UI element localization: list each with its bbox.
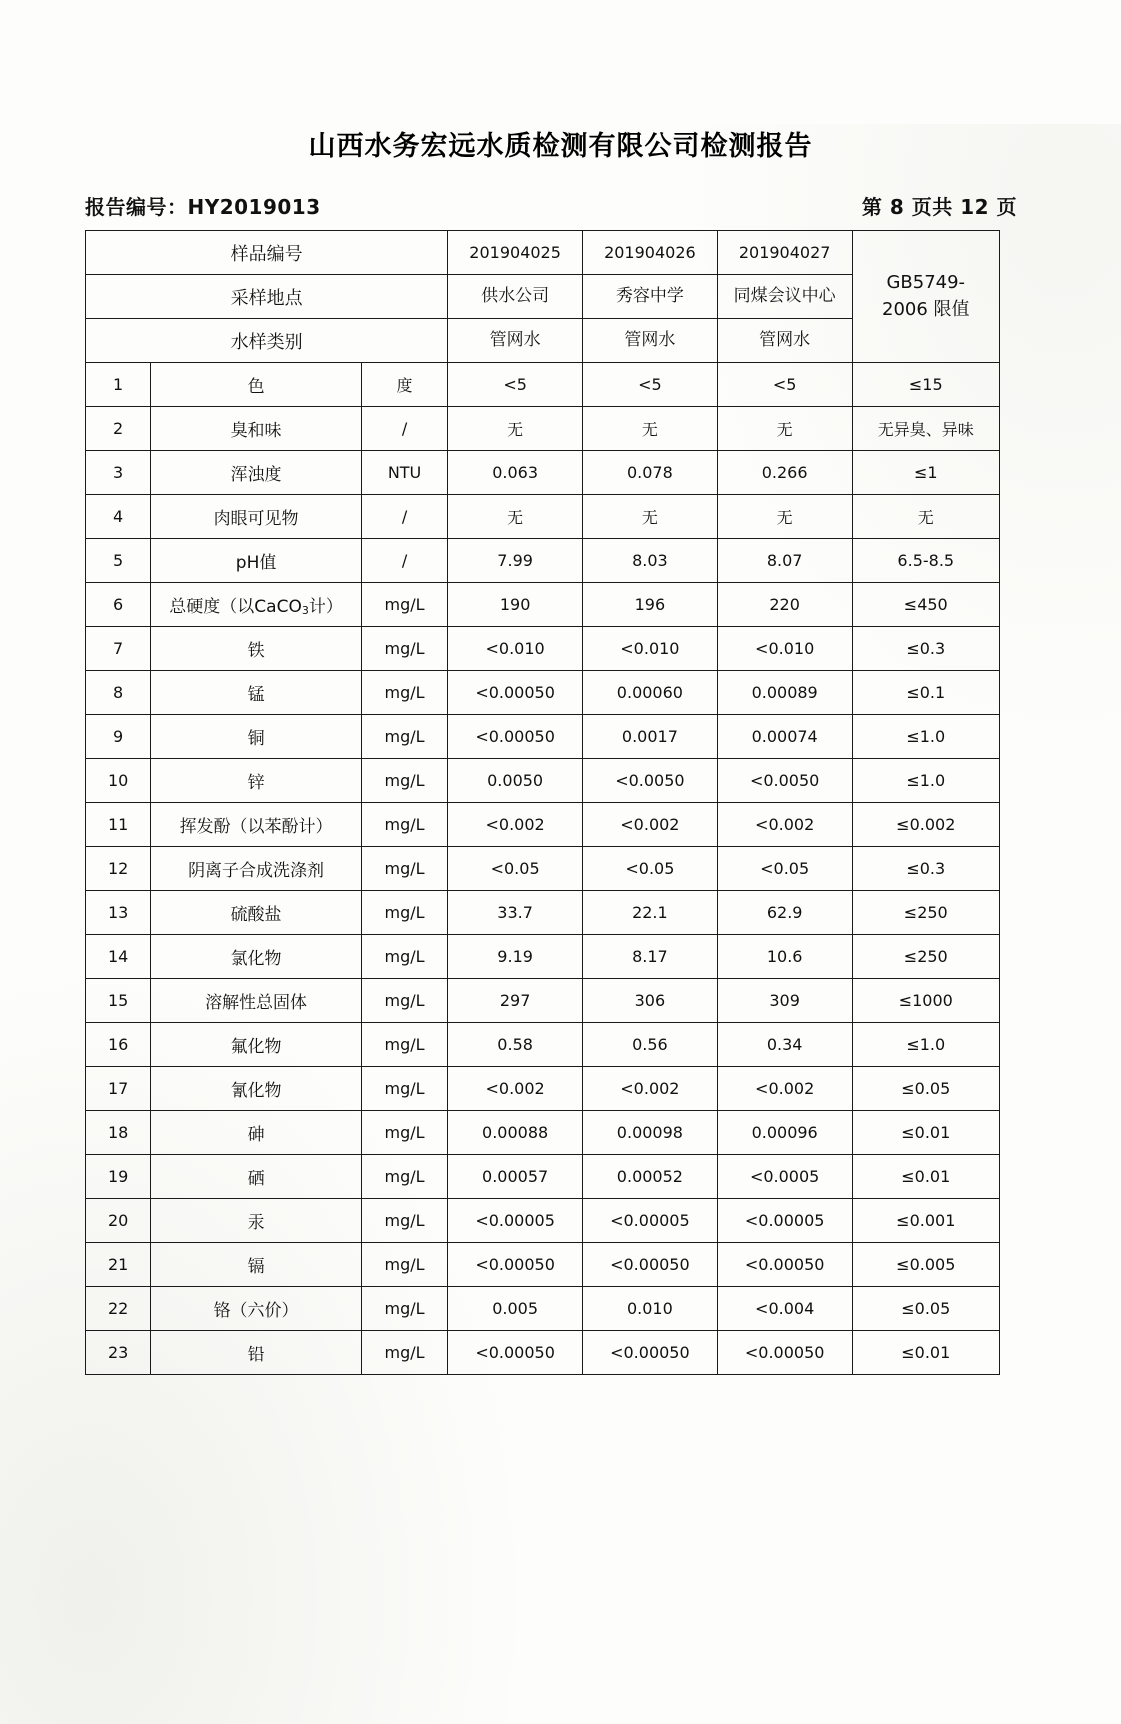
row-value-1: <0.010 [448,627,583,671]
row-unit: / [361,495,447,539]
row-value-1: 297 [448,979,583,1023]
row-value-2: <5 [583,363,718,407]
row-unit: 度 [361,363,447,407]
row-item-name: 氟化物 [151,1023,362,1067]
row-unit: / [361,407,447,451]
row-item-name: 铅 [151,1331,362,1375]
row-limit: ≤0.001 [852,1199,999,1243]
row-value-3: 0.266 [717,451,852,495]
row-unit: NTU [361,451,447,495]
row-limit: ≤0.01 [852,1155,999,1199]
row-value-1: <0.002 [448,1067,583,1111]
row-unit: mg/L [361,1243,447,1287]
row-unit: mg/L [361,1023,447,1067]
row-value-3: 0.00089 [717,671,852,715]
table-row [86,671,1000,715]
row-value-3: <0.002 [717,803,852,847]
sample-no-label: 样品编号 [86,231,448,275]
row-value-3: 无 [717,495,852,539]
row-item-name: 铁 [151,627,362,671]
page-number: 第 8 页共 12 页 [861,195,1017,219]
row-limit: ≤0.3 [852,847,999,891]
table-row [86,407,1000,451]
row-value-3: <0.004 [717,1287,852,1331]
row-item-name: 硒 [151,1155,362,1199]
row-item-name: 铜 [151,715,362,759]
row-value-2: 306 [583,979,718,1023]
row-limit: ≤1 [852,451,999,495]
row-index: 1 [86,363,151,407]
table-row [86,627,1000,671]
table-row [86,495,1000,539]
row-value-2: 0.56 [583,1023,718,1067]
row-value-2: 8.17 [583,935,718,979]
row-item-name: 硫酸盐 [151,891,362,935]
page-title: 山西水务宏远水质检测有限公司检测报告 [308,131,813,162]
row-limit: 无异臭、异味 [852,407,999,451]
row-unit: mg/L [361,715,447,759]
row-limit: ≤0.05 [852,1287,999,1331]
table-row [86,539,1000,583]
row-value-3: 0.00096 [717,1111,852,1155]
table-row [86,935,1000,979]
row-index: 9 [86,715,151,759]
row-value-3: 220 [717,583,852,627]
row-value-3: 0.00074 [717,715,852,759]
row-unit: mg/L [361,1199,447,1243]
sample-site-3: 同煤会议中心 [717,275,852,319]
table-row [86,451,1000,495]
row-limit: ≤0.05 [852,1067,999,1111]
row-value-2: 8.03 [583,539,718,583]
row-value-2: <0.05 [583,847,718,891]
row-item-name: 挥发酚（以苯酚计） [151,803,362,847]
report-page [0,124,1121,1724]
row-value-3: 309 [717,979,852,1023]
standard-line-1: GB5749- [886,272,966,294]
row-value-3: <0.010 [717,627,852,671]
report-meta [85,191,1017,220]
row-unit: mg/L [361,1287,447,1331]
sample-no-1: 201904025 [448,231,583,275]
table-row [86,1243,1000,1287]
row-limit: ≤0.01 [852,1331,999,1375]
row-unit: mg/L [361,1155,447,1199]
row-value-1: <0.00050 [448,671,583,715]
row-unit: mg/L [361,979,447,1023]
table-row [86,1287,1000,1331]
row-value-3: 8.07 [717,539,852,583]
row-index: 12 [86,847,151,891]
row-value-2: 22.1 [583,891,718,935]
row-index: 10 [86,759,151,803]
row-limit: ≤0.01 [852,1111,999,1155]
row-value-2: 196 [583,583,718,627]
row-limit: 无 [852,495,999,539]
row-item-name: 锌 [151,759,362,803]
row-index: 20 [86,1199,151,1243]
row-index: 6 [86,583,151,627]
sample-site-label: 采样地点 [86,275,448,319]
row-value-2: 无 [583,407,718,451]
row-value-1: <0.00005 [448,1199,583,1243]
row-value-1: 无 [448,407,583,451]
row-item-name: 锰 [151,671,362,715]
row-index: 19 [86,1155,151,1199]
table-row [86,1331,1000,1375]
water-type-label: 水样类别 [86,319,448,363]
row-value-2: <0.002 [583,803,718,847]
row-value-1: <0.05 [448,847,583,891]
row-index: 14 [86,935,151,979]
table-row [86,1155,1000,1199]
row-limit: ≤1.0 [852,759,999,803]
row-index: 7 [86,627,151,671]
row-value-2: <0.010 [583,627,718,671]
row-unit: mg/L [361,891,447,935]
row-index: 18 [86,1111,151,1155]
row-index: 2 [86,407,151,451]
table-row [86,759,1000,803]
row-value-3: 0.34 [717,1023,852,1067]
row-index: 3 [86,451,151,495]
standard-line-2: 2006 限值 [882,298,970,320]
row-value-1: 0.00088 [448,1111,583,1155]
row-value-1: 无 [448,495,583,539]
row-limit: ≤450 [852,583,999,627]
row-index: 21 [86,1243,151,1287]
water-type-2: 管网水 [583,319,718,363]
row-limit: ≤1000 [852,979,999,1023]
row-unit: mg/L [361,1067,447,1111]
row-limit: ≤0.1 [852,671,999,715]
row-item-name: 氯化物 [151,935,362,979]
sample-site-1: 供水公司 [448,275,583,319]
row-limit: ≤1.0 [852,1023,999,1067]
header-row-sample-no [86,231,1000,275]
row-item-name: 总硬度（以CaCO$_3$计） [151,583,362,627]
row-item-name: 氰化物 [151,1067,362,1111]
water-type-1: 管网水 [448,319,583,363]
sample-site-2: 秀容中学 [583,275,718,319]
table-row [86,1023,1000,1067]
row-index: 15 [86,979,151,1023]
row-value-2: <0.00005 [583,1199,718,1243]
table-row [86,1067,1000,1111]
row-limit: ≤1.0 [852,715,999,759]
row-value-1: 0.005 [448,1287,583,1331]
row-value-3: 无 [717,407,852,451]
row-value-1: 0.58 [448,1023,583,1067]
row-unit: mg/L [361,1111,447,1155]
water-quality-table [85,230,1000,1375]
row-value-2: <0.0050 [583,759,718,803]
row-value-3: <0.00050 [717,1243,852,1287]
row-value-1: 33.7 [448,891,583,935]
row-limit: ≤250 [852,935,999,979]
row-value-2: 0.00060 [583,671,718,715]
row-index: 22 [86,1287,151,1331]
row-value-2: <0.00050 [583,1243,718,1287]
row-value-1: <0.00050 [448,715,583,759]
row-limit: 6.5-8.5 [852,539,999,583]
row-index: 5 [86,539,151,583]
standard-limit-header [852,231,999,363]
row-unit: mg/L [361,803,447,847]
row-value-3: 62.9 [717,891,852,935]
row-value-1: 190 [448,583,583,627]
row-item-name: 阴离子合成洗涤剂 [151,847,362,891]
row-value-2: 0.078 [583,451,718,495]
row-item-name: 色 [151,363,362,407]
row-value-1: 7.99 [448,539,583,583]
row-value-3: <0.00005 [717,1199,852,1243]
row-index: 11 [86,803,151,847]
row-limit: ≤0.002 [852,803,999,847]
row-item-name: pH值 [151,539,362,583]
row-index: 17 [86,1067,151,1111]
sample-no-2: 201904026 [583,231,718,275]
table-row [86,583,1000,627]
table-row [86,1111,1000,1155]
row-value-3: <0.002 [717,1067,852,1111]
row-value-2: 0.00098 [583,1111,718,1155]
table-row [86,715,1000,759]
row-index: 8 [86,671,151,715]
row-unit: mg/L [361,671,447,715]
row-unit: mg/L [361,759,447,803]
row-value-1: 9.19 [448,935,583,979]
row-index: 16 [86,1023,151,1067]
row-value-1: <0.00050 [448,1243,583,1287]
row-limit: ≤0.3 [852,627,999,671]
row-unit: mg/L [361,627,447,671]
row-value-2: 0.0017 [583,715,718,759]
row-unit: mg/L [361,935,447,979]
row-item-name: 铬（六价） [151,1287,362,1331]
row-value-2: 无 [583,495,718,539]
report-number: 报告编号：HY2019013 [85,195,321,219]
row-value-2: 0.010 [583,1287,718,1331]
row-value-3: <0.0005 [717,1155,852,1199]
row-item-name: 臭和味 [151,407,362,451]
row-value-1: 0.063 [448,451,583,495]
row-limit: ≤0.005 [852,1243,999,1287]
row-limit: ≤250 [852,891,999,935]
sample-no-3: 201904027 [717,231,852,275]
row-unit: mg/L [361,847,447,891]
row-item-name: 浑浊度 [151,451,362,495]
table-row [86,1199,1000,1243]
row-value-2: <0.002 [583,1067,718,1111]
row-unit: / [361,539,447,583]
row-value-3: <0.00050 [717,1331,852,1375]
row-unit: mg/L [361,1331,447,1375]
row-value-2: 0.00052 [583,1155,718,1199]
row-limit: ≤15 [852,363,999,407]
row-value-3: 10.6 [717,935,852,979]
row-value-1: <5 [448,363,583,407]
row-unit: mg/L [361,583,447,627]
row-value-2: <0.00050 [583,1331,718,1375]
row-item-name: 汞 [151,1199,362,1243]
table-row [86,847,1000,891]
row-index: 4 [86,495,151,539]
table-row [86,363,1000,407]
row-index: 13 [86,891,151,935]
row-item-name: 镉 [151,1243,362,1287]
row-value-1: <0.00050 [448,1331,583,1375]
row-value-3: <5 [717,363,852,407]
row-item-name: 溶解性总固体 [151,979,362,1023]
water-type-3: 管网水 [717,319,852,363]
row-value-1: 0.00057 [448,1155,583,1199]
row-item-name: 砷 [151,1111,362,1155]
row-value-3: <0.05 [717,847,852,891]
row-index: 23 [86,1331,151,1375]
table-row [86,803,1000,847]
table-row [86,979,1000,1023]
row-value-1: <0.002 [448,803,583,847]
row-value-3: <0.0050 [717,759,852,803]
row-value-1: 0.0050 [448,759,583,803]
table-row [86,891,1000,935]
row-item-name: 肉眼可见物 [151,495,362,539]
